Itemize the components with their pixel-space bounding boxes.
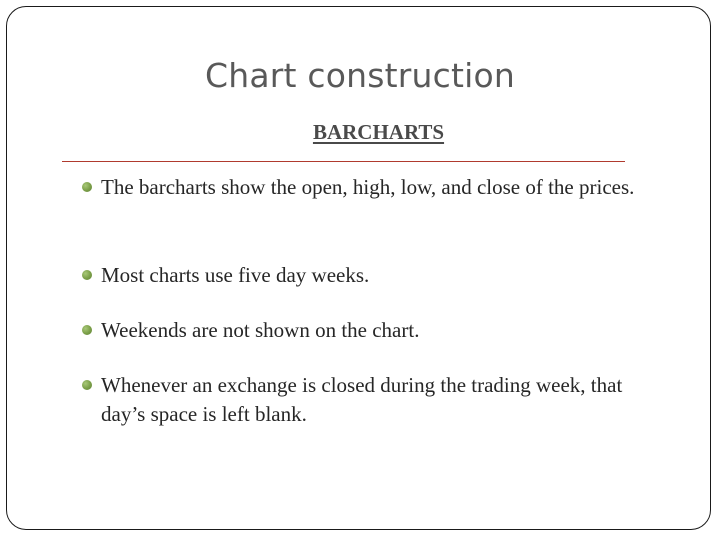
bullet-text: Weekends are not shown on the chart. [101, 318, 420, 342]
divider-line [62, 161, 625, 162]
bullet-icon [82, 380, 92, 390]
bullet-icon [82, 325, 92, 335]
slide-title: Chart construction [205, 56, 515, 95]
slide-subtitle: BARCHARTS [312, 120, 445, 144]
bullet-text: The barcharts show the open, high, low, and close of the prices. [101, 175, 635, 199]
bullet-text: Whenever an exchange is closed during the trading week, that day’s space is left blank. [101, 373, 623, 426]
bullet-icon [82, 182, 92, 192]
bullet-icon [82, 270, 92, 280]
bullet-text: Most charts use five day weeks. [101, 263, 370, 287]
